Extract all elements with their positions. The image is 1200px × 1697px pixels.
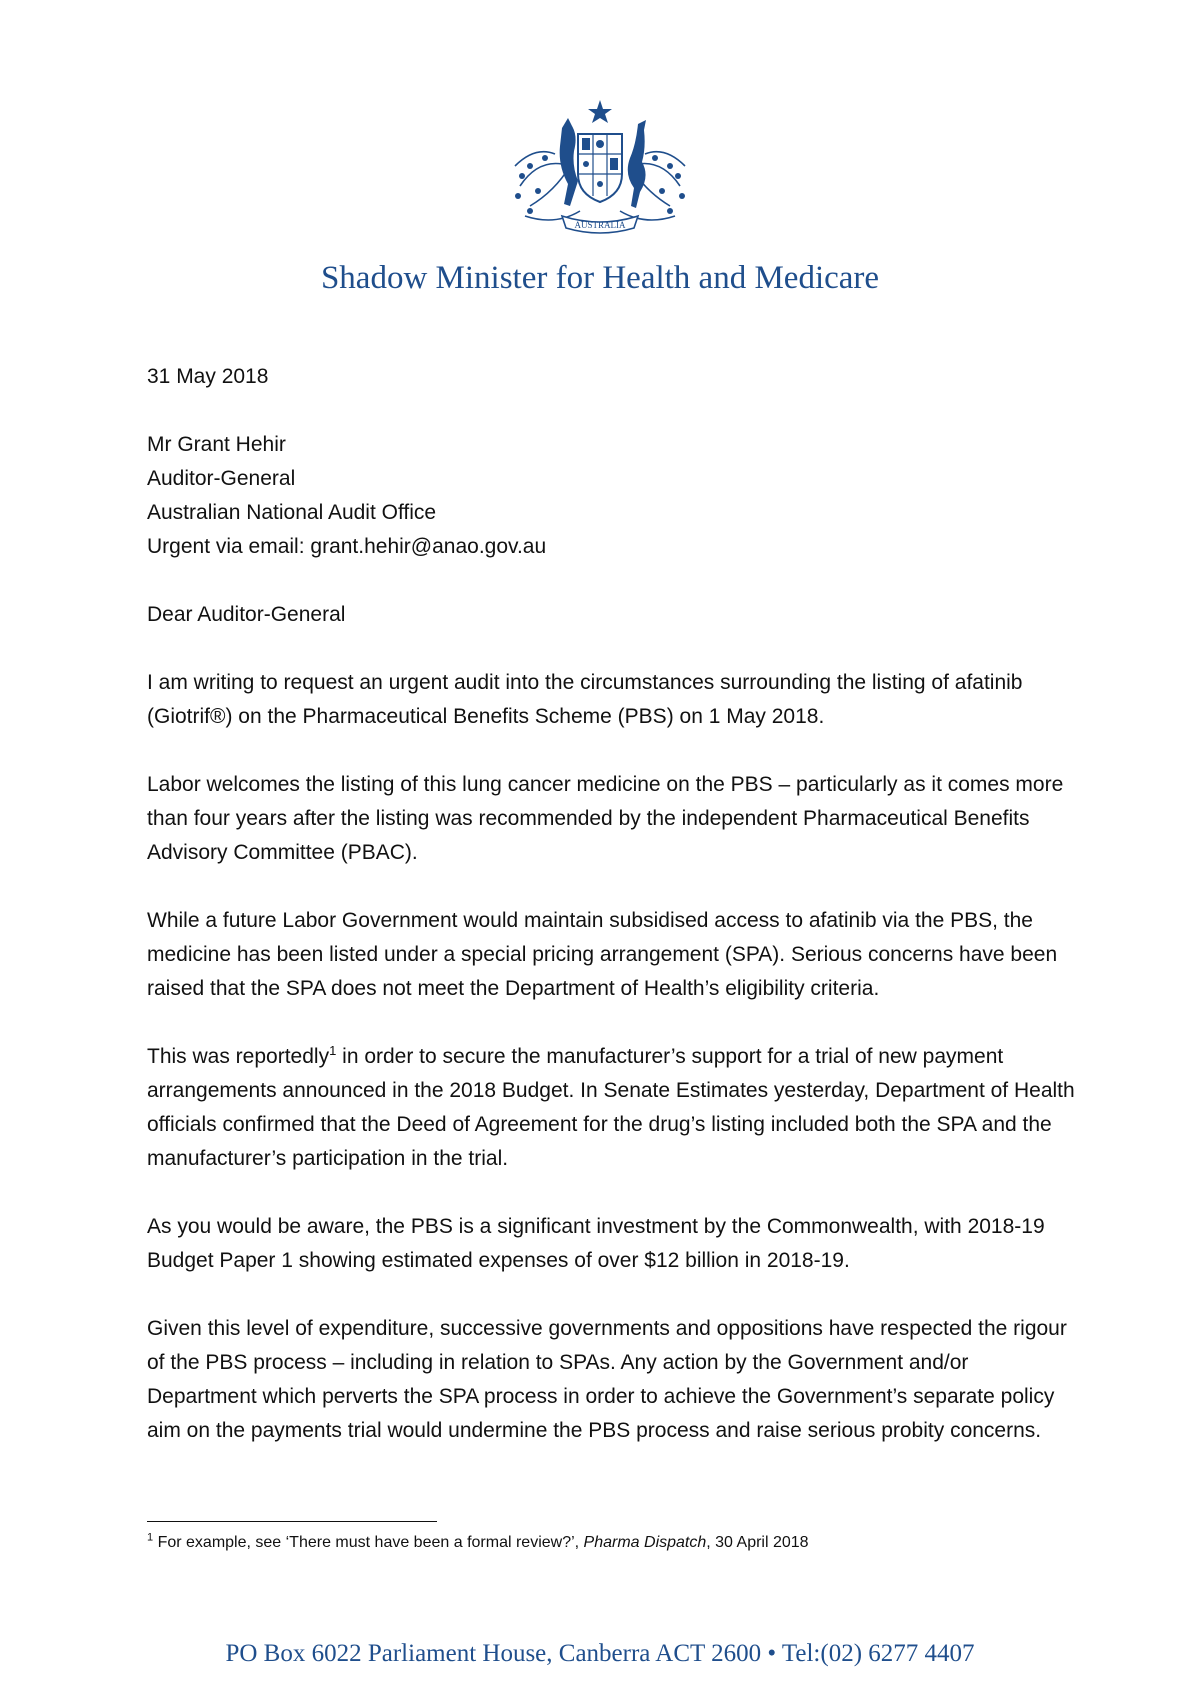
recipient-delivery: Urgent via email: grant.hehir@anao.gov.au	[147, 535, 547, 558]
office-title: Shadow Minister for Health and Medicare	[320, 260, 880, 296]
recipient-organisation: Australian National Audit Office	[147, 501, 437, 524]
coat-of-arms-icon	[500, 96, 700, 246]
paragraph-3: While a future Labor Government would maintain subsidised access to afatinib via the PBS, the medicine has been listed under a special pricing arrangement (SPA). Serious concerns have been raised that the SPA does not meet the Department of Health’s eligibility criteria.	[147, 909, 1058, 1000]
paragraph-4	[147, 1040, 1077, 1176]
paragraph-6: Given this level of expenditure, successive governments and oppositions have respected the rigour of the PBS process – including in relation to SPAs. Any action by the Government and/or Department which perverts the SPA process in order to achieve the Government’s separate policy aim on the payments trial would undermine the PBS process and raise serious probity concerns.	[147, 1317, 1067, 1442]
footnote-divider	[147, 1521, 437, 1522]
footnote-date: , 30 April 2018	[706, 1534, 809, 1551]
footer-contact: PO Box 6022 Parliament House, Canberra ACT 2600 • Tel:(02) 6277 4407	[225, 1640, 975, 1667]
recipient-address	[147, 428, 1077, 564]
recipient-name: Mr Grant Hehir	[147, 433, 286, 456]
letter-date: 31 May 2018	[147, 365, 269, 388]
paragraph-4-rest: in order to secure the manufacturer’s support for a trial of new payment arrangements announced in the 2018 Budget. In Senate Estimates yesterday, Department of Health officials confirmed that the Deed of Agreement for the drug’s listing included both the SPA and the manufacturer’s participation in the trial.	[147, 1045, 1075, 1170]
letter-body	[147, 360, 1077, 1482]
footnote	[147, 1532, 1077, 1554]
paragraph-4-start: This was reportedly	[147, 1045, 330, 1068]
paragraph-1: I am writing to request an urgent audit into the circumstances surrounding the listing of afatinib (Giotrif®) on the Pharmaceutical Benefits Scheme (PBS) on 1 May 2018.	[147, 671, 1023, 728]
crest-scroll-text: AUSTRALIA	[574, 220, 626, 230]
footnote-text: For example, see ‘There must have been a formal review?’,	[153, 1534, 584, 1551]
paragraph-2: Labor welcomes the listing of this lung cancer medicine on the PBS – particularly as it comes more than four years after the listing was recommended by the independent Pharmaceutical Benefits Advisory Committee (PBAC).	[147, 773, 1064, 864]
recipient-position: Auditor-General	[147, 467, 296, 490]
paragraph-5: As you would be aware, the PBS is a significant investment by the Commonwealth, with 2018-19 Budget Paper 1 showing estimated expenses of over $12 billion in 2018-19.	[147, 1215, 1045, 1272]
footnote-reference: 1	[329, 1043, 337, 1058]
salutation: Dear Auditor-General	[147, 603, 346, 626]
footnote-marker: 1	[147, 1531, 154, 1544]
footnote-source: Pharma Dispatch	[583, 1534, 707, 1551]
